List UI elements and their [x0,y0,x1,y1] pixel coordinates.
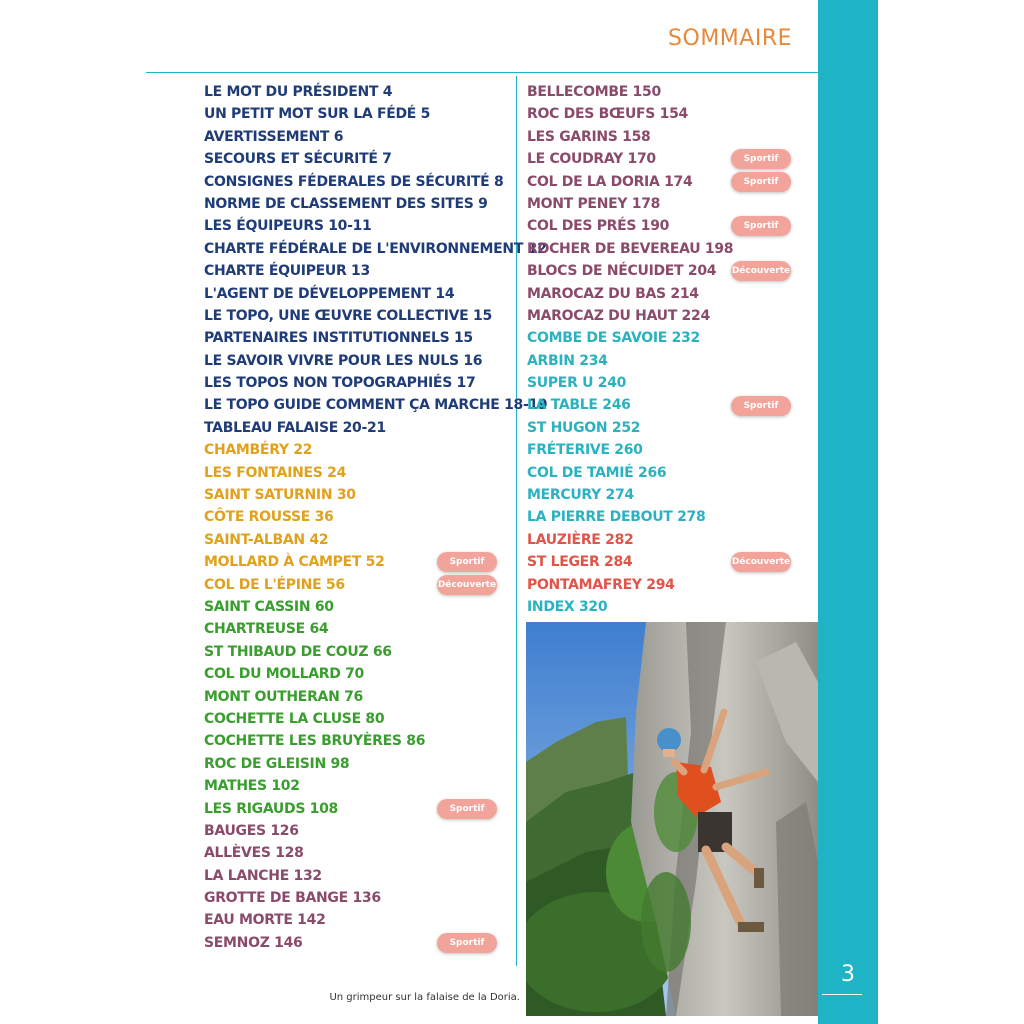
photo-caption: Un grimpeur sur la falaise de la Doria. [329,992,520,1003]
toc-entry: BLOCS DE NÉCUIDET 204 [527,263,717,280]
accent-sidebar [818,0,878,1024]
difficulty-badge: Sportif [437,799,497,819]
toc-entry: LE TOPO, UNE ŒUVRE COLLECTIVE 15 [204,307,492,324]
difficulty-badge: Sportif [731,172,791,192]
toc-entry: CONSIGNES FÉDERALES DE SÉCURITÉ 8 [204,173,504,190]
toc-entry: INDEX 320 [527,598,608,615]
toc-entry: EAU MORTE 142 [204,912,326,929]
difficulty-badge: Sportif [731,216,791,236]
toc-entry: COL DE L'ÉPINE 56 [204,576,345,593]
toc-entry: COCHETTE LA CLUSE 80 [204,710,385,727]
toc-entry: LE COUDRAY 170 [527,151,656,168]
toc-entry: LES TOPOS NON TOPOGRAPHIÉS 17 [204,375,476,392]
toc-entry: ROC DE GLEISIN 98 [204,755,350,772]
toc-entry: CHAMBÉRY 22 [204,442,313,459]
toc-entry: NORME DE CLASSEMENT DES SITES 9 [204,195,488,212]
difficulty-badge: Découverte [437,575,497,595]
toc-entry: TABLEAU FALAISE 20-21 [204,419,386,436]
toc-entry: LE MOT DU PRÉSIDENT 4 [204,84,393,100]
difficulty-badge: Découverte [731,261,791,281]
toc-entry: ALLÈVES 128 [204,845,304,862]
toc-entry: SAINT-ALBAN 42 [204,531,329,548]
toc-entry: SEMNOZ 146 [204,934,303,951]
toc-entry: LES ÉQUIPEURS 10-11 [204,218,372,235]
toc-entry: COL DE TAMIÉ 266 [527,464,667,481]
page-title: SOMMAIRE [668,26,792,51]
toc-entry: L'AGENT DE DÉVELOPPEMENT 14 [204,285,455,302]
toc-entry: GROTTE DE BANGE 136 [204,890,381,907]
toc-entry: LA LANCHE 132 [204,867,322,884]
page-number-underline [822,994,862,995]
toc-entry: PARTENAIRES INSTITUTIONNELS 15 [204,330,473,347]
toc-entry: LES FONTAINES 24 [204,464,347,481]
toc-entry: CÔTE ROUSSE 36 [204,509,334,526]
toc-entry: ARBIN 234 [527,352,608,369]
toc-entry: ROC DES BŒUFS 154 [527,106,688,123]
toc-entry: MONT OUTHERAN 76 [204,688,363,705]
toc-entry: SECOURS ET SÉCURITÉ 7 [204,151,392,168]
toc-entry: MATHES 102 [204,778,300,795]
toc-entry: COMBE DE SAVOIE 232 [527,330,700,347]
toc-entry: LAUZIÈRE 282 [527,531,634,548]
toc-entry: MERCURY 274 [527,487,634,504]
climber-photo [526,622,818,1016]
toc-entry: FRÉTERIVE 260 [527,442,643,459]
toc-entry: MAROCAZ DU BAS 214 [527,285,699,302]
toc-entry: ST LEGER 284 [527,554,633,571]
difficulty-badge: Découverte [731,552,791,572]
toc-entry: COL DU MOLLARD 70 [204,666,365,683]
difficulty-badge: Sportif [731,149,791,169]
toc-entry: LE TOPO GUIDE COMMENT ÇA MARCHE 18-19 [204,397,548,414]
toc-entry: SAINT CASSIN 60 [204,598,334,615]
toc-entry: CHARTE FÉDÉRALE DE L'ENVIRONNEMENT 12 [204,240,547,257]
difficulty-badge: Sportif [437,552,497,572]
toc-entry: MOLLARD À CAMPET 52 [204,554,385,571]
toc-entry: COL DE LA DORIA 174 [527,173,693,190]
toc-entry: COL DES PRÉS 190 [527,218,670,235]
toc-entry: CHARTREUSE 64 [204,621,329,638]
toc-entry: AVERTISSEMENT 6 [204,128,344,145]
title-rule [146,72,818,73]
toc-entry: SUPER U 240 [527,375,627,392]
difficulty-badge: Sportif [731,396,791,416]
difficulty-badge: Sportif [437,933,497,953]
toc-entry: ST THIBAUD DE COUZ 66 [204,643,392,660]
toc-entry: ST HUGON 252 [527,419,641,436]
toc-right-column [527,81,733,618]
toc-entry: MAROCAZ DU HAUT 224 [527,307,710,324]
toc-entry: BAUGES 126 [204,822,299,839]
page-number: 3 [841,962,855,987]
toc-entry: LES RIGAUDS 108 [204,800,338,817]
toc-left-column [204,81,547,954]
toc-entry: LA TABLE 246 [527,397,631,414]
toc-entry: LE SAVOIR VIVRE POUR LES NULS 16 [204,352,483,369]
toc-entry: BELLECOMBE 150 [527,84,661,100]
toc-entry: ROCHER DE BEVEREAU 198 [527,240,734,257]
toc-entry: SAINT SATURNIN 30 [204,487,356,504]
toc-entry: CHARTE ÉQUIPEUR 13 [204,263,370,280]
toc-entry: LA PIERRE DEBOUT 278 [527,509,706,526]
toc-entry: MONT PENEY 178 [527,195,661,212]
toc-entry: UN PETIT MOT SUR LA FÉDÉ 5 [204,106,431,123]
toc-entry: PONTAMAFREY 294 [527,576,675,593]
toc-entry: LES GARINS 158 [527,128,651,145]
toc-entry: COCHETTE LES BRUYÈRES 86 [204,733,426,750]
